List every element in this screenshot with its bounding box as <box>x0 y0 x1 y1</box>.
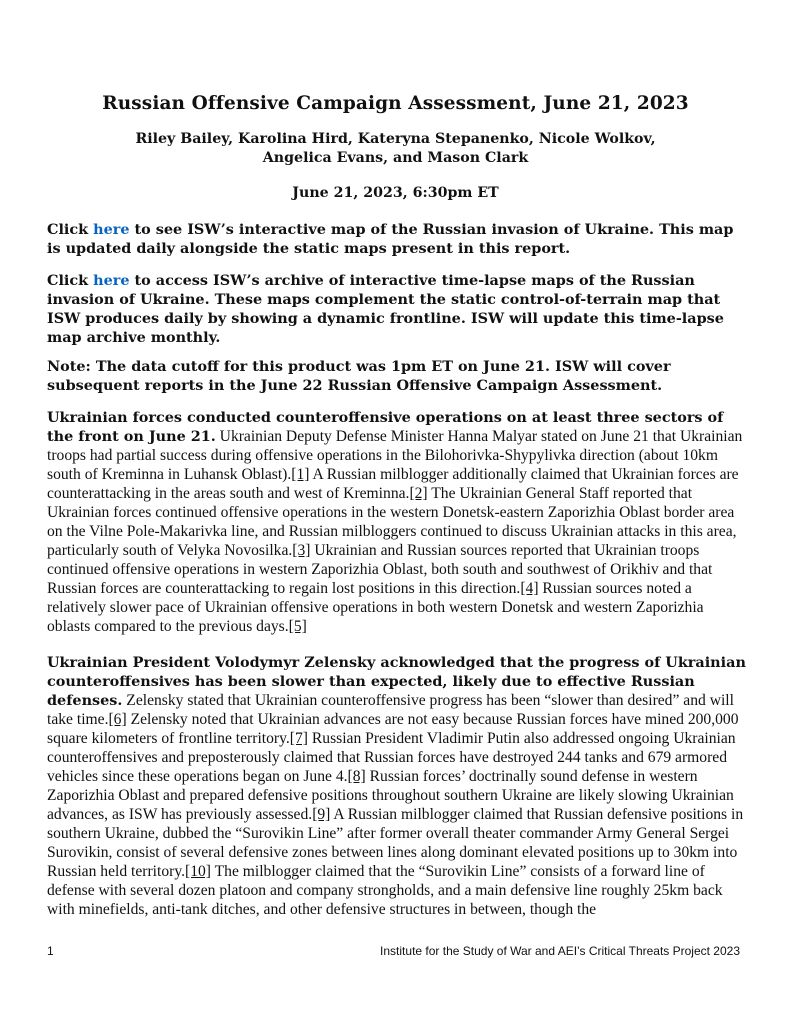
paragraph-1-lead: Ukrainian forces conducted counteroffensive operations on at least three sectors of the front on June 21. <box>47 409 724 445</box>
paragraph-1-sentence: Russian sources noted a relatively slower pace of Ukrainian offensive operations in both western Donetsk and western Zaporizhia oblasts compared to the previous days. <box>47 580 704 635</box>
paragraph-2-sentence: Zelensky stated that Ukrainian counteroffensive progress has been “slower than desired” and will take time. <box>47 692 734 728</box>
notice-2-pre: Click <box>47 272 94 289</box>
time-lapse-archive-link[interactable]: here <box>93 272 130 289</box>
footnote-link[interactable]: [2] <box>409 485 428 502</box>
report-date: June 21, 2023, 6:30pm ET <box>292 185 499 201</box>
paragraph-1-sentence: Ukrainian and Russian sources reported that Ukrainian troops continued offensive operations in western Zaporizhia Oblast, both south and southwest of Orikhiv and that Russian forces are counterattacking to regain lost positions in this direction. <box>47 542 713 597</box>
notice-1-pre: Click <box>47 221 94 238</box>
paragraph-1-sentence: Ukrainian Deputy Defense Minister Hanna Malyar stated on June 21 that Ukrainian troops had partial success during offensive operations in the Bilohorivka-Shypylivka direction (about 10km south of Kreminna in Luhansk Oblast). <box>47 428 743 483</box>
interactive-map-link[interactable]: here <box>93 221 130 238</box>
footnote-link[interactable]: [7] <box>289 730 308 747</box>
page-number: 1 <box>47 944 54 958</box>
footnote-link[interactable]: [10] <box>185 863 211 880</box>
authors-line-2: Angelica Evans, and Mason Clark <box>262 150 529 166</box>
paragraph-counteroffensive-sectors <box>47 408 747 636</box>
time-lapse-archive-notice <box>47 271 747 347</box>
footnote-link[interactable]: [4] <box>520 580 539 597</box>
notice-2-text: to access ISW’s archive of interactive time-lapse maps of the Russian invasion of Ukraine. These maps complement the static control-of-terrain map that ISW produces daily by showing a dynamic frontline. ISW will update this time-lapse map archive monthly. <box>47 272 724 346</box>
footnote-link[interactable]: [9] <box>312 806 331 823</box>
footer-org: Institute for the Study of War and AEI’s Critical Threats Project 2023 <box>380 944 740 958</box>
paragraph-2-sentence: Russian forces’ doctrinally sound defense in western Zaporizhia Oblast and prepared defensive positions throughout southern Ukraine are likely slowing Ukrainian advances, as ISW has previously assessed. <box>47 768 734 823</box>
authors <box>0 130 791 168</box>
footnote-link[interactable]: [1] <box>291 466 310 483</box>
authors-line-1: Riley Bailey, Karolina Hird, Kateryna Stepanenko, Nicole Wolkov, <box>135 131 656 147</box>
interactive-map-notice <box>47 220 747 258</box>
notice-1-text: to see ISW’s interactive map of the Russian invasion of Ukraine. This map is updated daily alongside the static maps present in this report. <box>47 221 734 257</box>
footnote-link[interactable]: [6] <box>108 711 127 728</box>
data-cutoff-note: Note: The data cutoff for this product was 1pm ET on June 21. ISW will cover subsequent reports in the June 22 Russian Offensive Campaign Assessment. <box>47 358 671 394</box>
paragraph-2-lead: Ukrainian President Volodymyr Zelensky acknowledged that the progress of Ukrainian counteroffensives has been slower than expected, likely due to effective Russian defenses. <box>47 654 746 709</box>
footnote-link[interactable]: [3] <box>292 542 311 559</box>
footnote-link[interactable]: [8] <box>347 768 366 785</box>
paragraph-2-sentence: The milblogger claimed that the “Surovikin Line” consists of a forward line of defense with several dozen platoon and company strongholds, and a main defensive line roughly 25km back with minefields, anti-tank ditches, and other defensive structures in between, though the <box>47 863 723 918</box>
footnote-link[interactable]: [5] <box>288 618 307 635</box>
report-title: Russian Offensive Campaign Assessment, June 21, 2023 <box>102 93 689 114</box>
paragraph-1-sentence: A Russian milblogger additionally claimed that Ukrainian forces are counterattacking in the areas south and west of Kreminna. <box>47 466 739 502</box>
paragraph-2-sentence: Russian President Vladimir Putin also addressed ongoing Ukrainian counteroffensives and preposterously claimed that Russian forces have destroyed 244 tanks and 679 armored vehicles since these operations began on June 4. <box>47 730 736 785</box>
paragraph-2-sentence: Zelensky noted that Ukrainian advances are not easy because Russian forces have mined 200,000 square kilometers of frontline territory. <box>47 711 739 747</box>
paragraph-2-sentence: A Russian milblogger claimed that Russian defensive positions in southern Ukraine, dubbed the “Surovikin Line” after former overall theater commander Army General Sergei Surovikin, consist of several defensive zones between lines along dominant elevated positions up to 30km into Russian held territory. <box>47 806 744 880</box>
paragraph-1-sentence: The Ukrainian General Staff reported that Ukrainian forces continued offensive operations in the western Donetsk-eastern Zaporizhia Oblast border area on the Vilne Pole-Makarivka line, and Russian milbloggers continued to discuss Ukrainian attacks in this area, particularly south of Velyka Novosilka. <box>47 485 737 559</box>
paragraph-zelensky-progress <box>47 653 747 919</box>
